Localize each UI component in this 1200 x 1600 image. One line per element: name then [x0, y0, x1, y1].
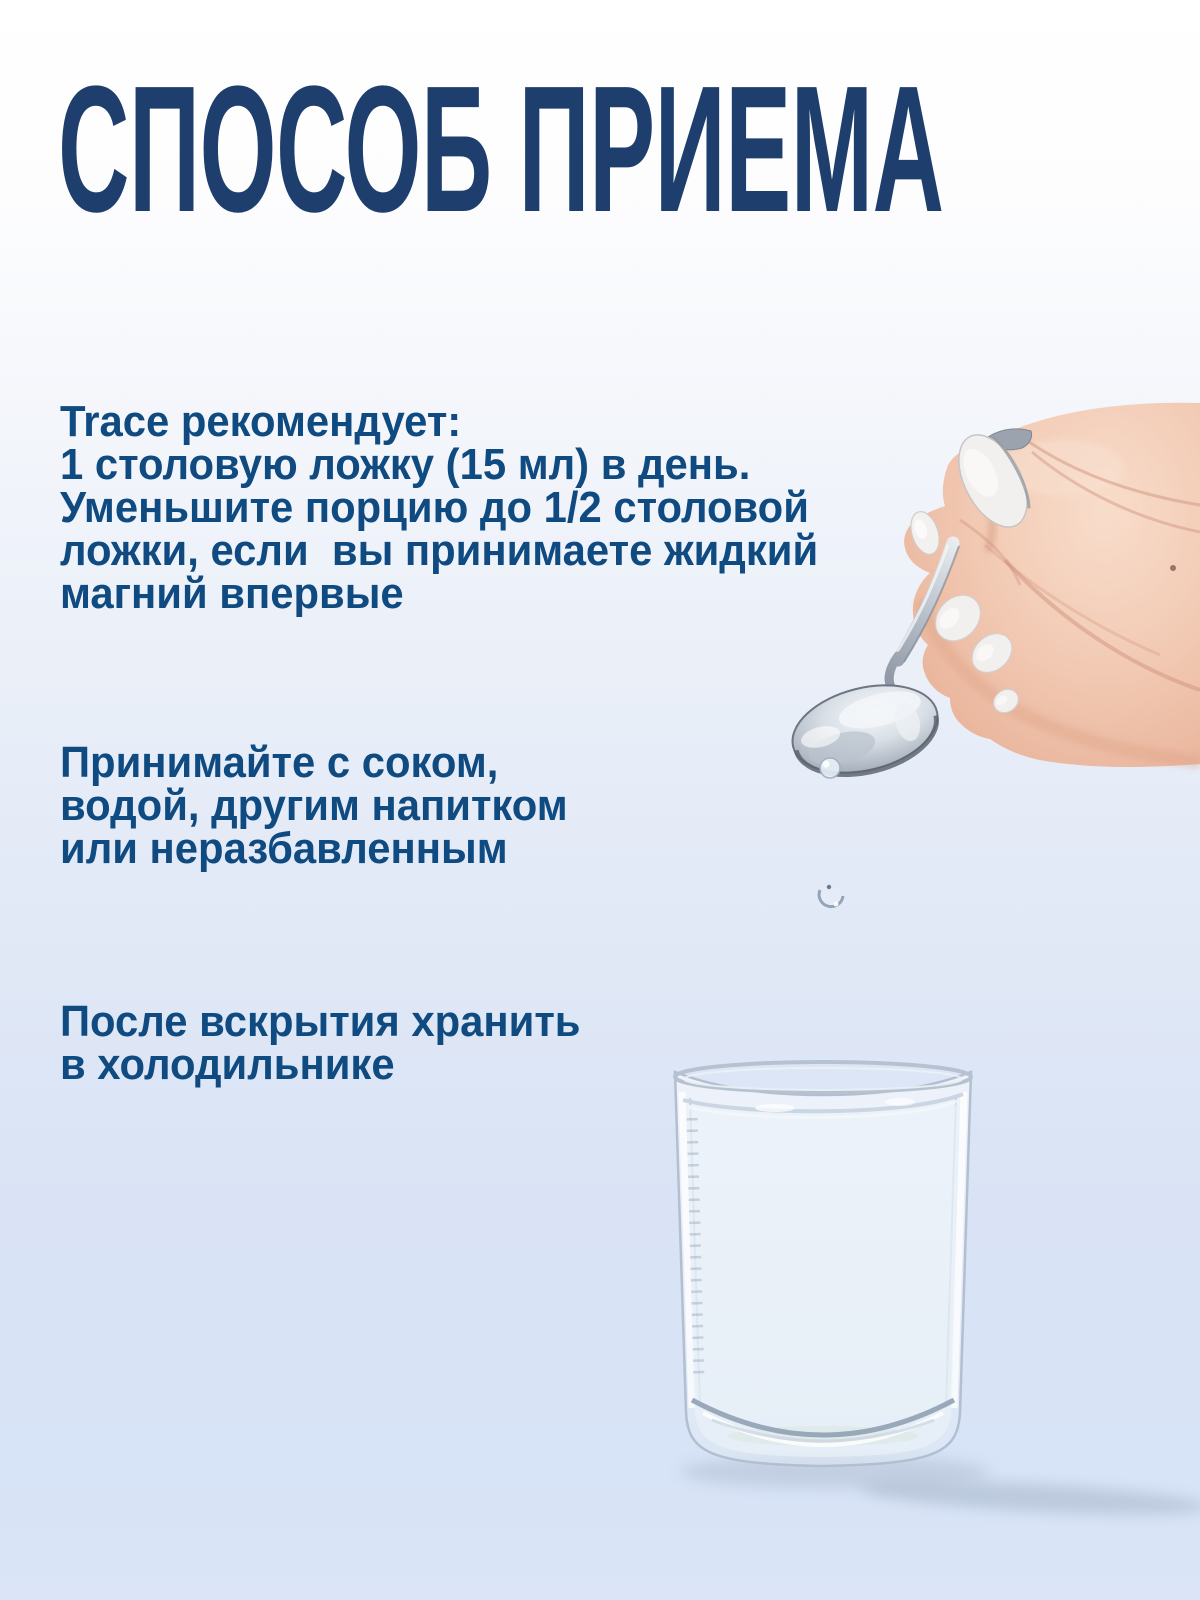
hanging-drop-highlight [823, 761, 830, 768]
dosage-text-block [60, 397, 819, 618]
hanging-drop [820, 758, 840, 778]
drink-line-3: или неразбавленным [60, 824, 508, 873]
water-sparkle-2 [885, 1098, 915, 1106]
page-title: СПОСОБ ПРИЕМА [58, 49, 944, 250]
spoon-bowl [783, 671, 947, 788]
storage-line-1: После вскрытия хранить [60, 997, 581, 1046]
falling-droplet-illustration [818, 885, 843, 910]
droplet-highlight [834, 902, 839, 907]
storage-line-2: в холодильнике [60, 1040, 395, 1089]
water-sparkle [755, 1104, 795, 1112]
hand-mole [1170, 565, 1176, 571]
drink-line-1: Принимайте с соком, [60, 738, 499, 787]
drink-text-block [60, 738, 568, 873]
glass-rim-highlight [684, 1068, 962, 1090]
dosage-line-1: Trace рекомендует: [60, 397, 462, 446]
dosage-line-4: ложки, если вы принимаете жидкий [60, 526, 819, 575]
glass-rim [675, 1062, 971, 1092]
water-glass-illustration [675, 1062, 1200, 1521]
droplet-dot [827, 885, 831, 889]
drink-line-2: водой, другим напитком [60, 781, 568, 830]
dosage-line-5: магний впервые [60, 569, 404, 618]
water-body [686, 1104, 958, 1457]
dosage-line-3: Уменьшите порцию до 1/2 столовой [60, 483, 809, 532]
storage-text-block [60, 997, 581, 1089]
dosage-line-2: 1 столовую ложку (15 мл) в день. [60, 440, 751, 489]
hand-illustration [783, 403, 1200, 789]
